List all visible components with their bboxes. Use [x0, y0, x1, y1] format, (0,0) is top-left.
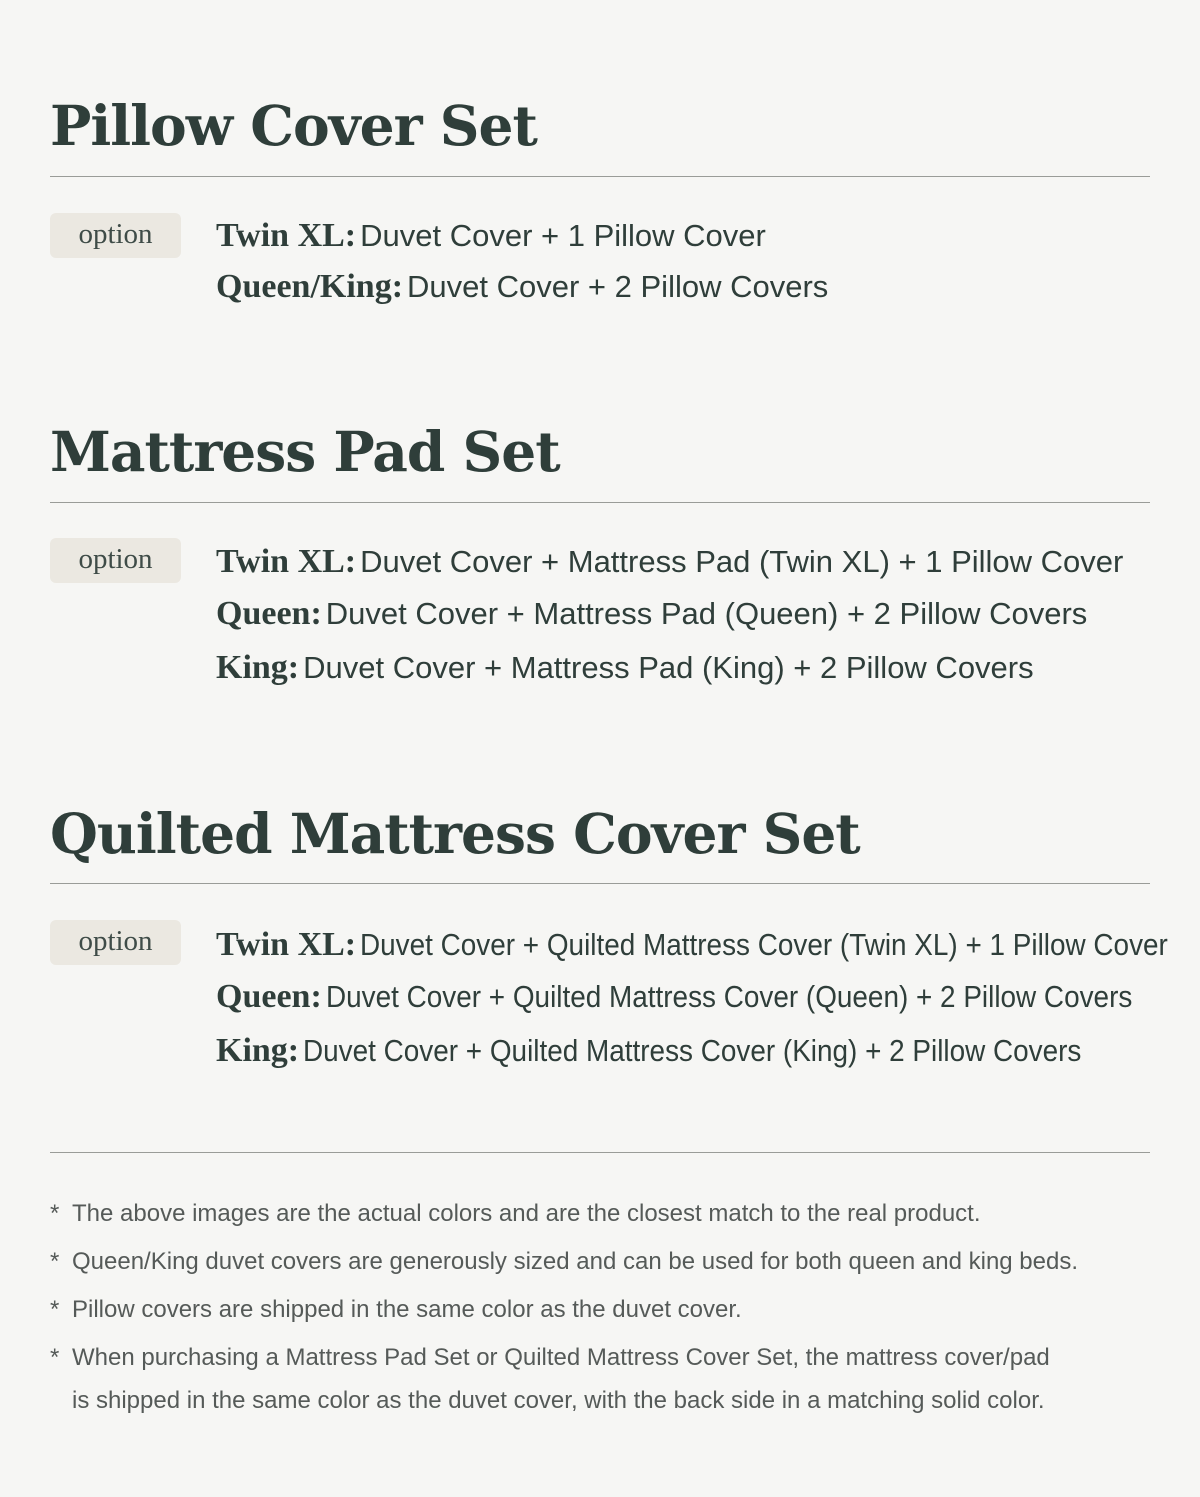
option-line-twin-xl	[216, 545, 1123, 579]
note-text: When purchasing a Mattress Pad Set or Quilted Mattress Cover Set, the mattress cover/pad	[72, 1344, 1050, 1371]
option-contents: Duvet Cover + Quilted Mattress Cover (Queen) + 2 Pillow Covers	[325, 979, 1133, 1014]
note-text: The above images are the actual colors and are the closest match to the real product.	[72, 1200, 981, 1227]
notes-divider	[50, 1152, 1150, 1153]
section-pillow-cover-set	[50, 93, 1150, 158]
option-line-king	[216, 1034, 1168, 1068]
note-marker: *	[50, 1344, 60, 1371]
note-text: is shipped in the same color as the duvet cover, with the back side in a matching solid color.	[72, 1387, 1045, 1414]
option-contents: Duvet Cover + Quilted Mattress Cover (King) + 2 Pillow Covers	[303, 1033, 1082, 1068]
note-marker: *	[50, 1296, 60, 1323]
section-title: Mattress Pad Set	[50, 419, 560, 484]
option-size-label: Queen:	[216, 978, 322, 1015]
option-contents: Duvet Cover + 1 Pillow Cover	[360, 218, 766, 253]
note-continuation	[50, 1379, 1150, 1423]
option-line-queen	[216, 597, 1087, 631]
option-size-label: Twin XL:	[216, 217, 357, 254]
note-item	[50, 1192, 1150, 1236]
option-contents: Duvet Cover + Mattress Pad (Queen) + 2 Pillow Covers	[325, 596, 1088, 631]
note-marker: *	[50, 1200, 60, 1227]
section-title: Quilted Mattress Cover Set	[50, 801, 860, 866]
option-badge: option	[50, 538, 181, 583]
option-size-label: King:	[216, 1032, 300, 1069]
option-contents: Duvet Cover + Mattress Pad (King) + 2 Pillow Covers	[303, 650, 1034, 685]
section-divider	[50, 176, 1150, 177]
option-size-label: Twin XL:	[216, 543, 357, 580]
section-quilted-mattress-cover-set	[50, 801, 1150, 866]
option-badge: option	[50, 213, 181, 258]
option-size-label: Queen/King:	[216, 268, 404, 305]
section-mattress-pad-set	[50, 419, 1150, 484]
note-item	[50, 1240, 1150, 1284]
note-marker: *	[50, 1248, 60, 1275]
option-contents: Duvet Cover + Quilted Mattress Cover (Twin XL) + 1 Pillow Cover	[360, 927, 1168, 962]
note-item	[50, 1288, 1150, 1332]
option-size-label: King:	[216, 649, 300, 686]
note-text: Pillow covers are shipped in the same color as the duvet cover.	[72, 1296, 742, 1323]
option-badge: option	[50, 920, 181, 965]
option-line-queen	[216, 980, 1200, 1014]
note-item	[50, 1336, 1150, 1380]
option-line-king	[216, 651, 1034, 685]
option-line-queen-king	[216, 270, 828, 304]
section-divider	[50, 883, 1150, 884]
option-size-label: Twin XL:	[216, 926, 357, 963]
option-line-twin-xl	[216, 219, 766, 253]
option-contents: Duvet Cover + 2 Pillow Covers	[407, 269, 829, 304]
option-line-twin-xl	[216, 928, 1200, 962]
option-contents: Duvet Cover + Mattress Pad (Twin XL) + 1 Pillow Cover	[360, 544, 1124, 579]
note-text: Queen/King duvet covers are generously sized and can be used for both queen and king beds.	[72, 1248, 1079, 1275]
section-divider	[50, 502, 1150, 503]
option-size-label: Queen:	[216, 595, 322, 632]
section-title: Pillow Cover Set	[50, 93, 537, 158]
